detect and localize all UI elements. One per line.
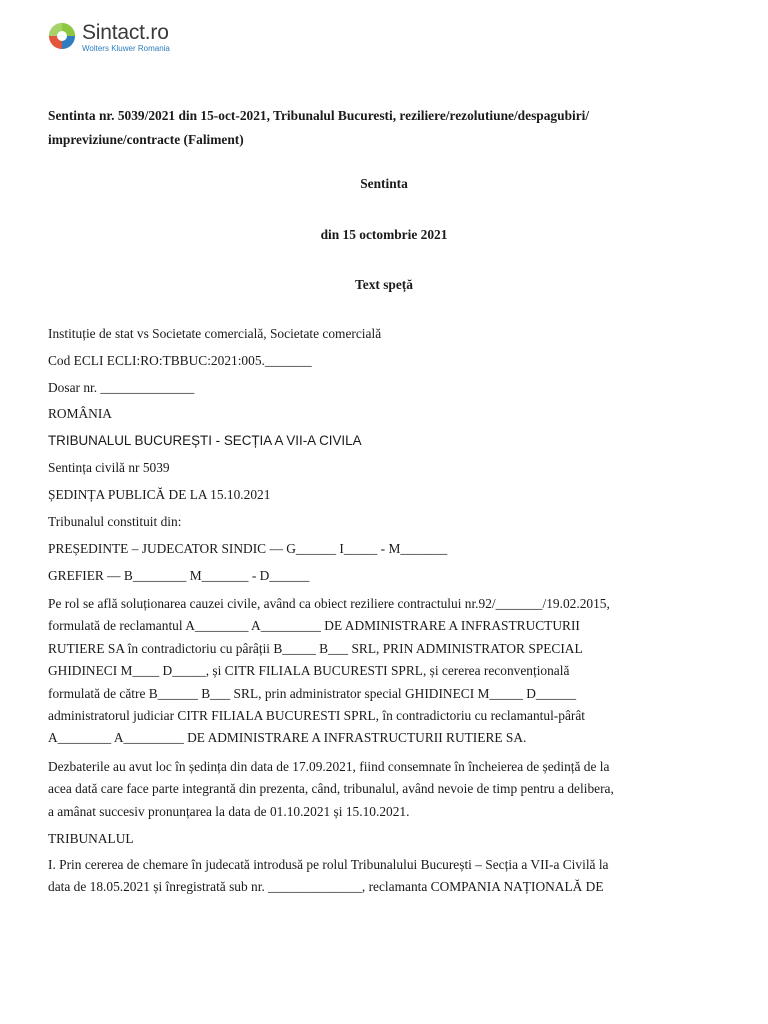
title-line-1: Sentinta nr. 5039/2021 din 15-oct-2021, Tribunalul Bucuresti, reziliere/rezolutiune/despagubiri/: [48, 108, 590, 123]
field-dosar: Dosar nr. ______________: [48, 380, 195, 395]
heading: Sentinta: [360, 176, 408, 191]
paragraph-1-line: Pe rol se află soluționarea cauzei civile, având ca obiect reziliere contractului nr.92/_______/19.02.2015,: [48, 596, 610, 611]
field-constituit: Tribunalul constituit din:: [48, 514, 182, 529]
paragraph-1-line: formulată de reclamantul A________ A_________ DE ADMINISTRARE A INFRASTRUCTURII: [48, 618, 580, 634]
paragraph-2-line: acea dată care face parte integrantă din prezenta, când, tribunalul, având nevoie de timp pentru a delibera,: [48, 781, 614, 797]
field-sedinta: ȘEDINȚA PUBLICĂ DE LA 15.10.2021: [48, 487, 271, 502]
date-heading: din 15 octombrie 2021: [320, 227, 448, 242]
sintact-logo-icon: [48, 22, 76, 50]
paragraph-3: [48, 854, 708, 899]
field-sentinta: Sentința civilă nr 5039: [48, 460, 170, 475]
paragraph-1-line: A________ A_________ DE ADMINISTRARE A INFRASTRUCTURII RUTIERE SA.: [48, 730, 527, 746]
field-grefier: GREFIER — B________ M_______ - D______: [48, 568, 310, 583]
paragraph-1-line: administratorul judiciar CITR FILIALA BUCURESTI SPRL, în contradictoriu cu reclamantul-pârât: [48, 708, 586, 724]
paragraph-2-line: a amânat succesiv pronunțarea la data de 01.10.2021 și 15.10.2021.: [48, 803, 410, 819]
paragraph-3-line: I. Prin cererea de chemare în judecată introdusă pe rolul Tribunalului București – Secția a VII-a Civilă la: [48, 857, 609, 872]
section-heading: Text speță: [355, 277, 413, 292]
title-line-2: impreviziune/contracte (Faliment): [48, 132, 244, 147]
tribunalul-heading: TRIBUNALUL: [48, 831, 134, 846]
paragraph-1-line: GHIDINECI M____ D_____, și CITR FILIALA BUCURESTI SPRL, și cererea reconvențională: [48, 663, 570, 679]
field-ecli: Cod ECLI ECLI:RO:TBBUC:2021:005._______: [48, 353, 312, 368]
paragraph-1: [48, 593, 708, 750]
field-presedinte: PREȘEDINTE – JUDECATOR SINDIC — G______ I_____ - M_______: [48, 541, 448, 556]
paragraph-3-line: data de 18.05.2021 și înregistrată sub nr. ______________, reclamanta COMPANIA NAȚIONALĂ DE: [48, 879, 604, 895]
paragraph-2: [48, 756, 708, 823]
paragraph-1-line: RUTIERE SA în contradictoriu cu pârâții B_____ B___ SRL, PRIN ADMINISTRATOR SPECIAL: [48, 640, 583, 656]
sintact-logo[interactable]: [48, 22, 248, 54]
field-tribunal: TRIBUNALUL BUCUREȘTI - SECȚIA A VII-A CIVILA: [48, 433, 362, 448]
document-title: [48, 104, 720, 152]
paragraph-1-line: formulată de către B______ B___ SRL, prin administrator special GHIDINECI M_____ D______: [48, 685, 577, 701]
logo-subtitle: Wolters Kluwer Romania: [82, 44, 170, 53]
logo-name: Sintact.ro: [82, 21, 169, 44]
field-institutie: Instituție de stat vs Societate comercială, Societate comercială: [48, 326, 382, 341]
field-romania: ROMÂNIA: [48, 406, 112, 421]
paragraph-2-line: Dezbaterile au avut loc în ședința din data de 17.09.2021, fiind consemnate în încheierea de ședință de la: [48, 759, 610, 774]
